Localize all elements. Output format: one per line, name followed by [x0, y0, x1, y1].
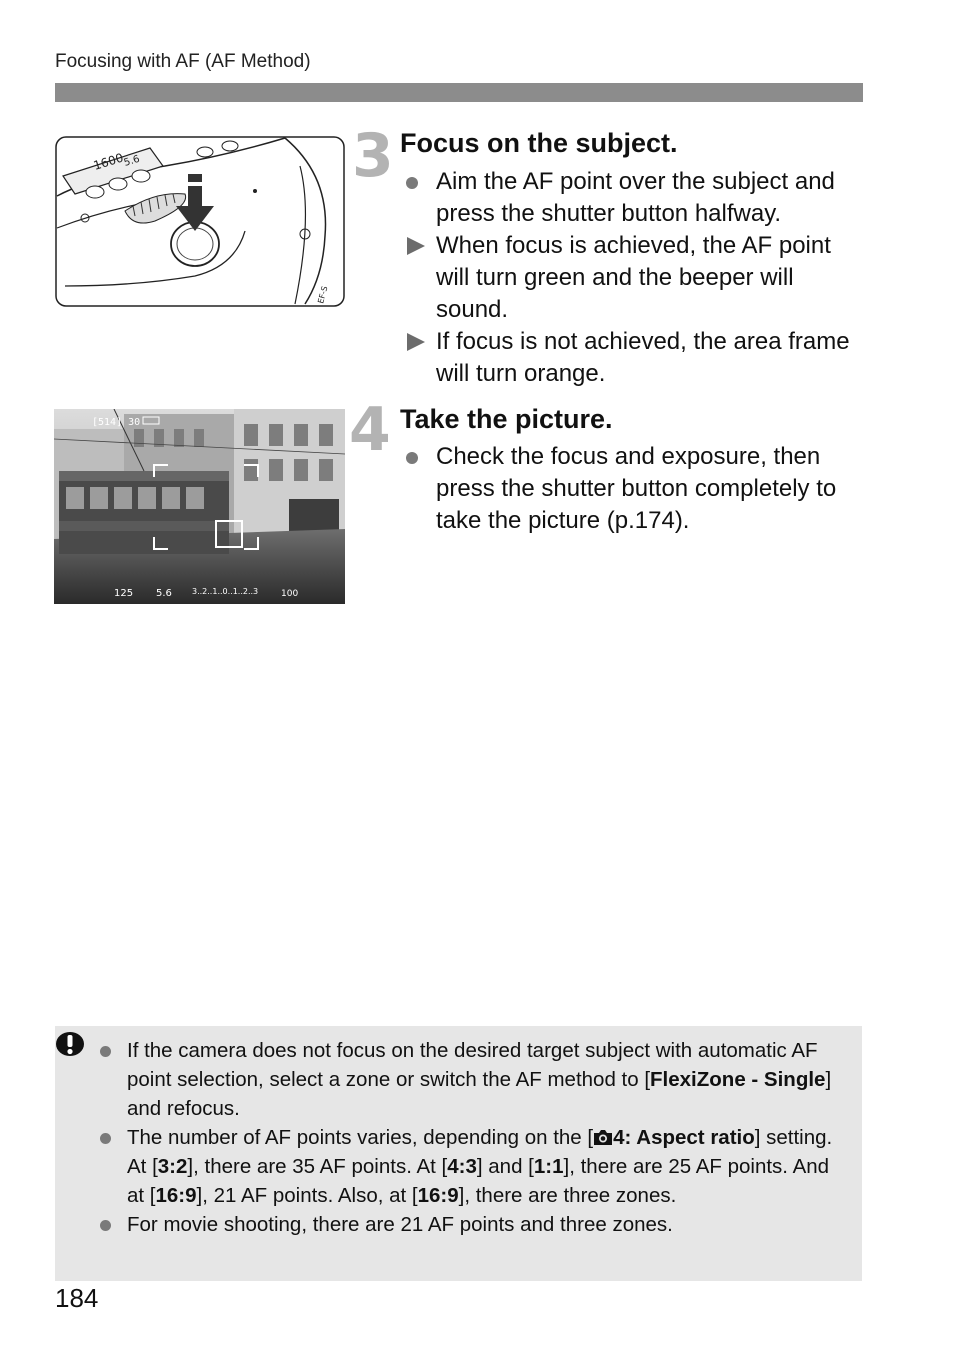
header-bar	[55, 83, 863, 102]
step-number-3: 3	[352, 121, 394, 191]
liveview-exposure-scale: 3..2..1..0..1..2..3	[192, 587, 259, 596]
page-number: 184	[55, 1283, 99, 1313]
caution-item: For movie shooting, there are 21 AF points and three zones.	[99, 1210, 851, 1239]
bullet-icon	[403, 441, 427, 473]
liveview-top-readout: [514] 30	[92, 417, 141, 428]
bullet-icon	[403, 166, 427, 198]
live-view-tram-photo	[54, 409, 345, 604]
camera-icon	[593, 1129, 613, 1146]
liveview-iso: 100	[281, 589, 299, 599]
svg-text:EF-S: EF-S	[316, 285, 330, 305]
step-4-title: Take the picture.	[400, 404, 613, 434]
camera-lcd-text: 1600	[91, 150, 126, 173]
step-3-list	[400, 166, 870, 390]
caution-list	[99, 1036, 851, 1239]
caution-item: The number of AF points varies, depending on the [ 4: Aspect ratio] setting. At [3:2], there are 35 AF points. At [4:3] and [1:1], there are 25 AF points. And at [16:9], 21 AF points. Also, at [16:9], there are three zones.	[99, 1123, 851, 1210]
result-arrow-icon	[403, 326, 427, 358]
list-item: Aim the AF point over the subject and press the shutter button halfway.	[400, 166, 870, 230]
step-4-list	[400, 441, 870, 537]
camera-shutter-press-illustration	[55, 136, 345, 307]
liveview-aperture: 5.6	[156, 588, 172, 599]
result-arrow-icon	[403, 230, 427, 262]
step-number-4: 4	[349, 395, 391, 465]
camera-lcd-text-2: 5.6	[122, 153, 142, 169]
caution-box	[55, 1026, 862, 1281]
list-item: When focus is achieved, the AF point will turn green and the beeper will sound.	[400, 230, 870, 326]
list-item: Check the focus and exposure, then press the shutter button completely to take the picture (p.174).	[400, 441, 870, 537]
caution-item: If the camera does not focus on the desired target subject with automatic AF point selection, select a zone or switch the AF method to [FlexiZone - Single] and refocus.	[99, 1036, 851, 1123]
caution-icon	[55, 1030, 85, 1060]
list-item: If focus is not achieved, the area frame will turn orange.	[400, 326, 870, 390]
step-3-title: Focus on the subject.	[400, 128, 678, 158]
liveview-shutter: 125	[114, 588, 134, 599]
section-header-title: Focusing with AF (AF Method)	[55, 51, 311, 72]
